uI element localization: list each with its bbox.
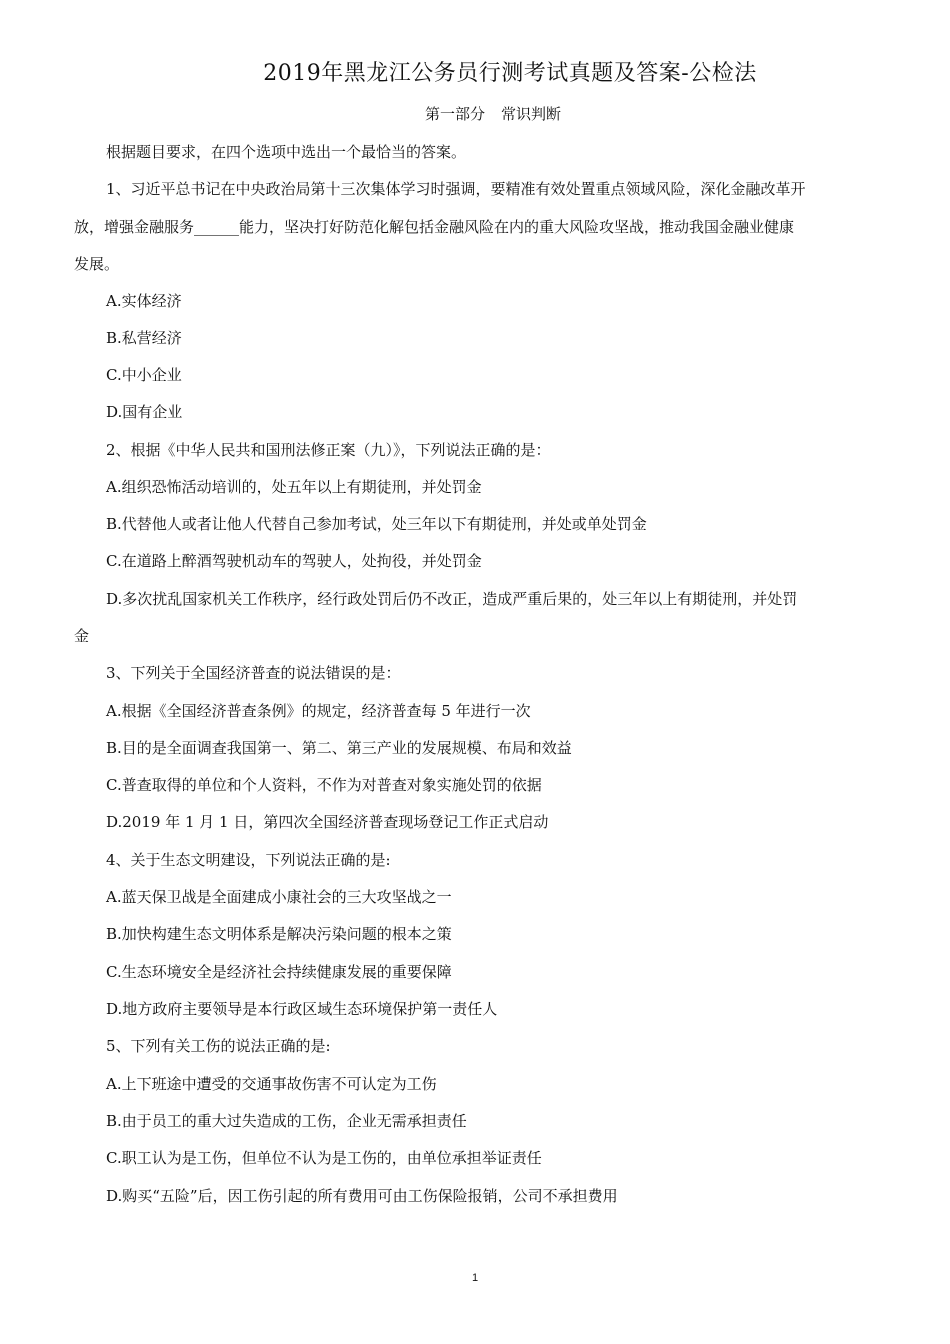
section-name: 常识判断 (501, 105, 562, 123)
q2-option-d-line-1: D.多次扰乱国家机关工作秩序，经行政处罚后仍不改正，造成严重后果的，处三年以上有期徒刑，并处罚 (106, 590, 798, 608)
section-heading (0, 103, 950, 124)
q4-stem: 4、关于生态文明建设，下列说法正确的是: (106, 851, 391, 869)
instruction-text: 根据题目要求，在四个选项中选出一个最恰当的答案。 (106, 143, 467, 161)
q5-option-d: D.购买“五险”后，因工伤引起的所有费用可由工伤保险报销，公司不承担费用 (106, 1187, 618, 1205)
section-part: 第一部分 (424, 105, 485, 123)
q5-option-a: A.上下班途中遭受的交通事故伤害不可认定为工伤 (106, 1075, 437, 1093)
document-title: 2019年黑龙江公务员行测考试真题及答案-公检法 (263, 61, 757, 86)
q4-option-d: D.地方政府主要领导是本行政区域生态环境保护第一责任人 (106, 1000, 498, 1018)
q3-option-a: A.根据《全国经济普查条例》的规定，经济普查每 5 年进行一次 (106, 702, 531, 720)
q5-option-b: B.由于员工的重大过失造成的工伤，企业无需承担责任 (106, 1112, 467, 1130)
q4-option-b: B.加快构建生态文明体系是解决污染问题的根本之策 (106, 925, 452, 943)
q2-stem: 2、根据《中华人民共和国刑法修正案（九）》，下列说法正确的是： (106, 441, 551, 459)
q3-option-c: C.普查取得的单位和个人资料，不作为对普查对象实施处罚的依据 (106, 776, 542, 794)
q2-option-b: B.代替他人或者让他人代替自己参加考试，处三年以下有期徒刑，并处或单处罚金 (106, 515, 647, 533)
q1-stem-line-3: 发展。 (74, 255, 120, 273)
q5-option-c: C.职工认为是工伤，但单位不认为是工伤的，由单位承担举证责任 (106, 1149, 542, 1167)
q2-option-a: A.组织恐怖活动培训的，处五年以上有期徒刑，并处罚金 (106, 478, 482, 496)
q1-option-c: C.中小企业 (106, 366, 182, 384)
q1-stem-line-1: 1、习近平总书记在中央政治局第十三次集体学习时强调，要精准有效处置重点领域风险，深化金融改革开 (106, 180, 806, 198)
q5-stem: 5、下列有关工伤的说法正确的是: (106, 1037, 331, 1055)
q3-option-b: B.目的是全面调查我国第一、第二、第三产业的发展规模、布局和效益 (106, 739, 572, 757)
q3-option-d: D.2019 年 1 月 1 日，第四次全国经济普查现场登记工作正式启动 (106, 813, 549, 831)
q1-option-b: B.私营经济 (106, 329, 182, 347)
page-number: 1 (471, 1272, 479, 1284)
q2-option-c: C.在道路上醉酒驾驶机动车的驾驶人，处拘役，并处罚金 (106, 552, 482, 570)
q1-option-a: A.实体经济 (106, 292, 182, 310)
q4-option-a: A.蓝天保卫战是全面建成小康社会的三大攻坚战之一 (106, 888, 452, 906)
q1-option-d: D.国有企业 (106, 403, 183, 421)
q3-stem: 3、下列关于全国经济普查的说法错误的是： (106, 664, 401, 682)
q2-option-d-line-2: 金 (74, 627, 90, 645)
q1-stem-line-2: 放，增强金融服务______能力，坚决打好防范化解包括金融风险在内的重大风险攻坚战，推动我国金融业健康 (74, 218, 795, 236)
q4-option-c: C.生态环境安全是经济社会持续健康发展的重要保障 (106, 963, 452, 981)
